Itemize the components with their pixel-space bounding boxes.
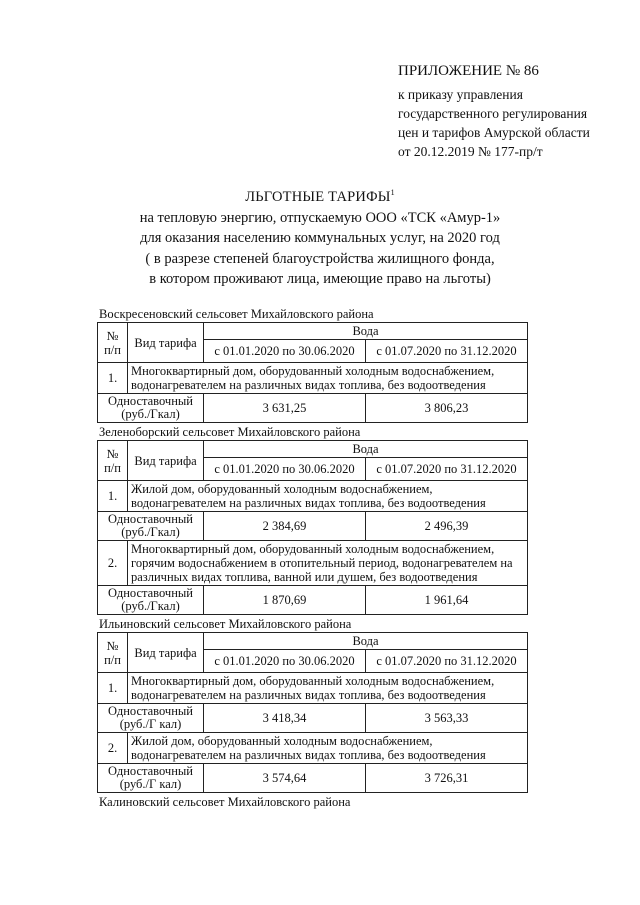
row-description: Многоквартирный дом, оборудованный холодным водоснабжением, водонагревателем на различных видах топлива, без водоотведения [128, 363, 528, 394]
heading-line: для оказания населению коммунальных услуг, на 2020 год [140, 230, 500, 246]
tariff-kind-cell: Одноставочный (руб./Г кал) [98, 704, 204, 733]
tariff-value-period-2: 3 563,33 [366, 704, 528, 733]
header-tariff-kind: Вид тарифа [128, 633, 204, 673]
heading-line: в котором проживают лица, имеющие право на льготы) [149, 271, 491, 287]
document-title [60, 183, 580, 208]
tariff-kind-cell: Одноставочный (руб./Гкал) [98, 394, 204, 423]
tariff-value-period-1: 3 574,64 [204, 764, 366, 793]
tariff-value-period-1: 2 384,69 [204, 512, 366, 541]
document-heading [60, 183, 580, 290]
table-row [98, 764, 528, 793]
row-number: 1. [98, 363, 128, 394]
appendix-title: ПРИЛОЖЕНИЕ № 86 [398, 63, 539, 79]
appendix-line: государственного регулирования [398, 106, 588, 121]
header-period-1: с 01.01.2020 по 30.06.2020 [204, 458, 366, 481]
heading-line: на тепловую энергию, отпускаемую ООО «ТСК «Амур-1» [139, 209, 501, 226]
tariff-value-period-1: 3 631,25 [204, 394, 366, 423]
tariff-table [97, 632, 528, 793]
row-number: 2. [98, 733, 128, 764]
tariff-value-period-2: 3 726,31 [366, 764, 528, 793]
district-title: Воскресеновский сельсовет Михайловского района [99, 307, 374, 321]
table-row [98, 586, 528, 615]
table-row [98, 512, 528, 541]
footnote-mark: 1 [390, 188, 395, 197]
header-period-2: с 01.07.2020 по 31.12.2020 [366, 650, 528, 673]
district-title: Ильиновский сельсовет Михайловского района [99, 617, 352, 631]
table-row [98, 481, 528, 512]
district-title: Калиновский сельсовет Михайловского района [99, 795, 351, 809]
header-row [98, 323, 528, 340]
district-title: Зеленоборский сельсовет Михайловского района [99, 425, 361, 439]
table-row [98, 363, 528, 394]
table-row [98, 733, 528, 764]
tariff-value-period-1: 3 418,34 [204, 704, 366, 733]
table-row [98, 394, 528, 423]
appendix-line: от 20.12.2019 № 177-пр/т [398, 144, 543, 159]
table-row [98, 673, 528, 704]
tariff-kind-cell: Одноставочный (руб./Г кал) [98, 764, 204, 793]
tariff-tables [97, 305, 527, 810]
header-period-1: с 01.01.2020 по 30.06.2020 [204, 650, 366, 673]
tariff-table [97, 322, 528, 423]
header-row [98, 441, 528, 458]
header-water: Вода [204, 323, 528, 340]
heading-line: ( в разрезе степеней благоустройства жилищного фонда, [145, 250, 495, 267]
appendix-block [398, 60, 634, 161]
tariff-kind-cell: Одноставочный (руб./Гкал) [98, 586, 204, 615]
row-number: 2. [98, 541, 128, 586]
header-number: № п/п [98, 441, 128, 481]
header-row [98, 633, 528, 650]
row-description: Жилой дом, оборудованный холодным водоснабжением, водонагревателем на различных видах топлива, без водоотведения [128, 481, 528, 512]
header-number: № п/п [98, 323, 128, 363]
row-description: Жилой дом, оборудованный холодным водоснабжением, водонагревателем на различных видах топлива, без водоотведения [128, 733, 528, 764]
header-tariff-kind: Вид тарифа [128, 441, 204, 481]
tariff-value-period-2: 3 806,23 [366, 394, 528, 423]
header-period-2: с 01.07.2020 по 31.12.2020 [366, 458, 528, 481]
row-description: Многоквартирный дом, оборудованный холодным водоснабжением, водонагревателем на различных видах топлива, без водоотведения [128, 673, 528, 704]
row-description: Многоквартирный дом, оборудованный холодным водоснабжением, горячим водоснабжением в отопительный период, водонагревателем на различных видах топлива, ванной или душем, без водоотведения [128, 541, 528, 586]
document-title-text: ЛЬГОТНЫЕ ТАРИФЫ [245, 189, 391, 205]
appendix-line: к приказу управления [398, 87, 523, 102]
header-tariff-kind: Вид тарифа [128, 323, 204, 363]
header-period-1: с 01.01.2020 по 30.06.2020 [204, 340, 366, 363]
header-number: № п/п [98, 633, 128, 673]
tariff-value-period-2: 1 961,64 [366, 586, 528, 615]
row-number: 1. [98, 673, 128, 704]
tariff-kind-cell: Одноставочный (руб./Гкал) [98, 512, 204, 541]
header-water: Вода [204, 633, 528, 650]
tariff-value-period-2: 2 496,39 [366, 512, 528, 541]
row-number: 1. [98, 481, 128, 512]
tariff-table [97, 440, 528, 615]
header-water: Вода [204, 441, 528, 458]
table-row [98, 541, 528, 586]
tariff-value-period-1: 1 870,69 [204, 586, 366, 615]
table-row [98, 704, 528, 733]
header-period-2: с 01.07.2020 по 31.12.2020 [366, 340, 528, 363]
appendix-line: цен и тарифов Амурской области [398, 125, 590, 140]
